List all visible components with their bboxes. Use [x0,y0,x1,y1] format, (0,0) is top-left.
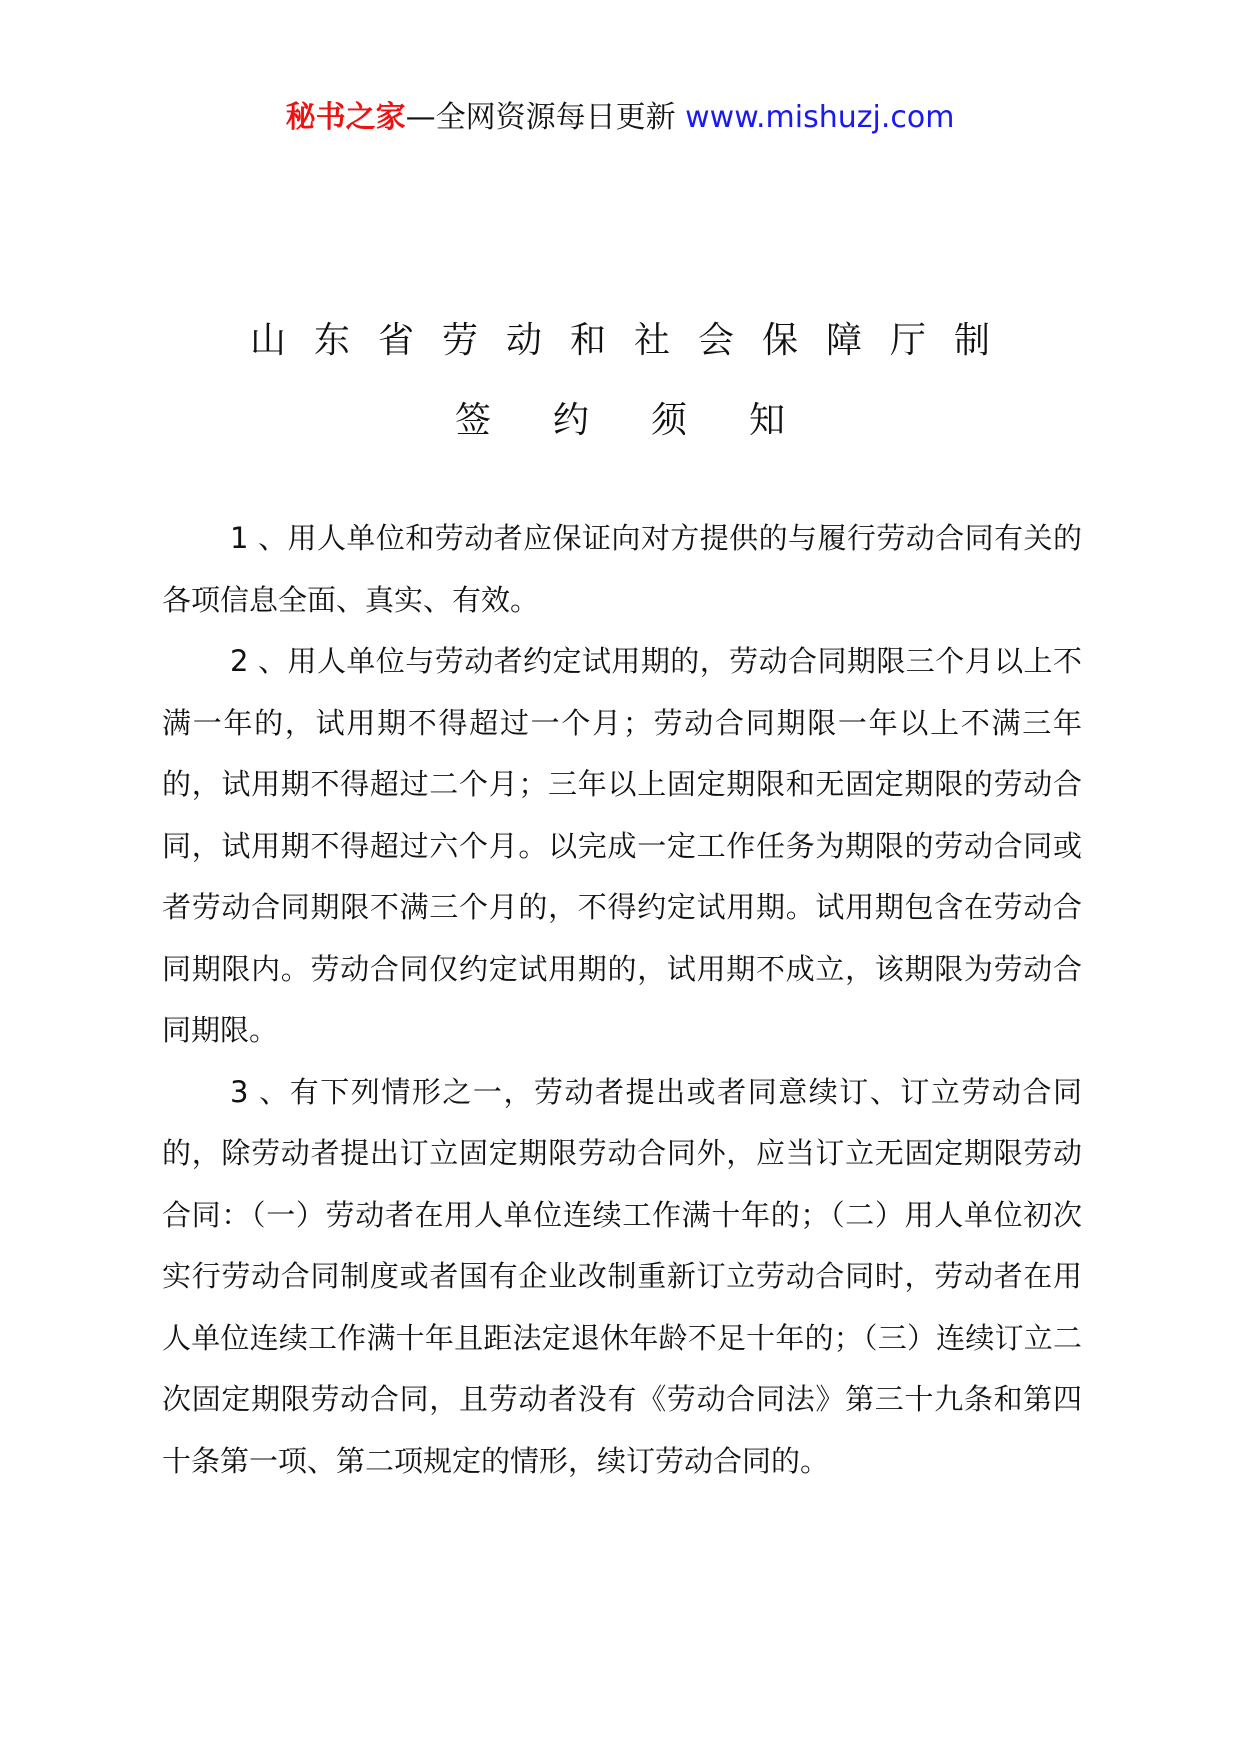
clause-paragraph-3: 3 、有下列情形之一，劳动者提出或者同意续订、订立劳动合同的，除劳动者提出订立固定期限劳动合同外，应当订立无固定期限劳动合同：（一）劳动者在用人单位连续工作满十年的；（二）用人单位初次实行劳动合同制度或者国有企业改制重新订立劳动合同时，劳动者在用人单位连续工作满十年且距法定退休年龄不足十年的；（三）连续订立二次固定期限劳动合同，且劳动者没有《劳动合同法》第三十九条和第四十条第一项、第二项规定的情形，续订劳动合同的。 [162,1074,1082,1478]
document-title-line2: 签约须知 [454,400,847,441]
document-body [162,508,1082,1492]
document-title-line1: 山东省劳动和社会保障厅制 [249,320,1018,361]
site-brand: 秘书之家 [285,100,406,135]
clause-paragraph-1: 1 、用人单位和劳动者应保证向对方提供的与履行劳动合同有关的各项信息全面、真实、有效。 [162,521,1082,617]
site-url-link[interactable]: www.mishuzj.com [685,100,955,135]
clause-paragraph-2: 2 、用人单位与劳动者约定试用期的，劳动合同期限三个月以上不满一年的，试用期不得超过一个月；劳动合同期限一年以上不满三年的，试用期不得超过二个月；三年以上固定期限和无固定期限的劳动合同，试用期不得超过六个月。以完成一定工作任务为期限的劳动合同或者劳动合同期限不满三个月的，不得约定试用期。试用期包含在劳动合同期限内。劳动合同仅约定试用期的，试用期不成立，该期限为劳动合同期限。 [162,644,1082,1047]
site-tagline: —全网资源每日更新 [405,100,686,135]
page-header [0,98,1240,138]
